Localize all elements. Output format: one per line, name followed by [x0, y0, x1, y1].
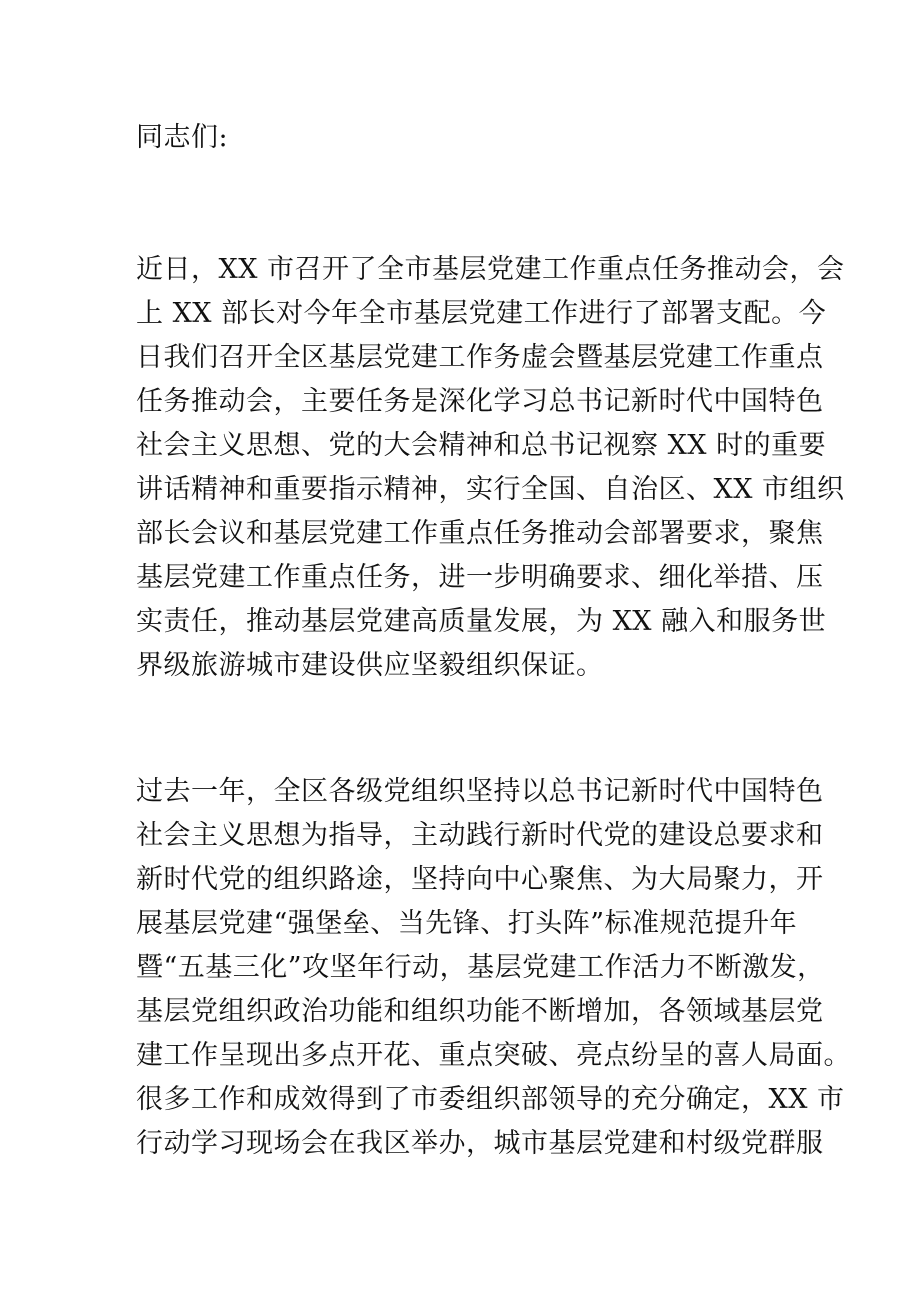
paragraph1-line: 近日，XX 市召开了全市基层党建工作重点任务推动会，会: [136, 254, 845, 285]
paragraph1-line: 实责任，推动基层党建高质量发展，为 XX 融入和服务世: [136, 606, 827, 637]
paragraph1-line: 任务推动会，主要任务是深化学习总书记新时代中国特色: [136, 386, 824, 417]
paragraph1-line: 界级旅游城市建设供应坚毅组织保证。: [136, 650, 604, 681]
paragraph2-line: 社会主义思想为指导，主动践行新时代党的建设总要求和: [136, 820, 824, 851]
paragraph1-line: 讲话精神和重要指示精神，实行全国、自治区、XX 市组织: [136, 474, 845, 505]
paragraph2-line: 建工作呈现出多点开花、重点突破、亮点纷呈的喜人局面。: [136, 1040, 851, 1071]
paragraph2-line: 过去一年，全区各级党组织坚持以总书记新时代中国特色: [136, 776, 824, 807]
paragraph2-line: 行动学习现场会在我区举办，城市基层党建和村级党群服: [136, 1128, 824, 1159]
paragraph2-line: 暨“五基三化”攻坚年行动，基层党建工作活力不断激发，: [136, 952, 825, 983]
paragraph2-line: 很多工作和成效得到了市委组织部领导的充分确定，XX 市: [136, 1084, 845, 1115]
paragraph1-line: 基层党建工作重点任务，进一步明确要求、细化举措、压: [136, 562, 824, 593]
greeting: 同志们:: [136, 122, 229, 153]
paragraph1-line: 部长会议和基层党建工作重点任务推动会部署要求，聚焦: [136, 518, 824, 549]
paragraph1-line: 社会主义思想、党的大会精神和总书记视察 XX 时的重要: [136, 430, 827, 461]
paragraph2-line: 基层党组织政治功能和组织功能不断增加，各领域基层党: [136, 996, 824, 1027]
paragraph2-line: 展基层党建“强堡垒、当先锋、打头阵”标准规范提升年: [136, 908, 798, 939]
paragraph2-line: 新时代党的组织路途，坚持向中心聚焦、为大局聚力，开: [136, 864, 824, 895]
paragraph1-line: 日我们召开全区基层党建工作务虚会暨基层党建工作重点: [136, 342, 824, 373]
paragraph1-line: 上 XX 部长对今年全市基层党建工作进行了部署支配。今: [136, 298, 827, 329]
